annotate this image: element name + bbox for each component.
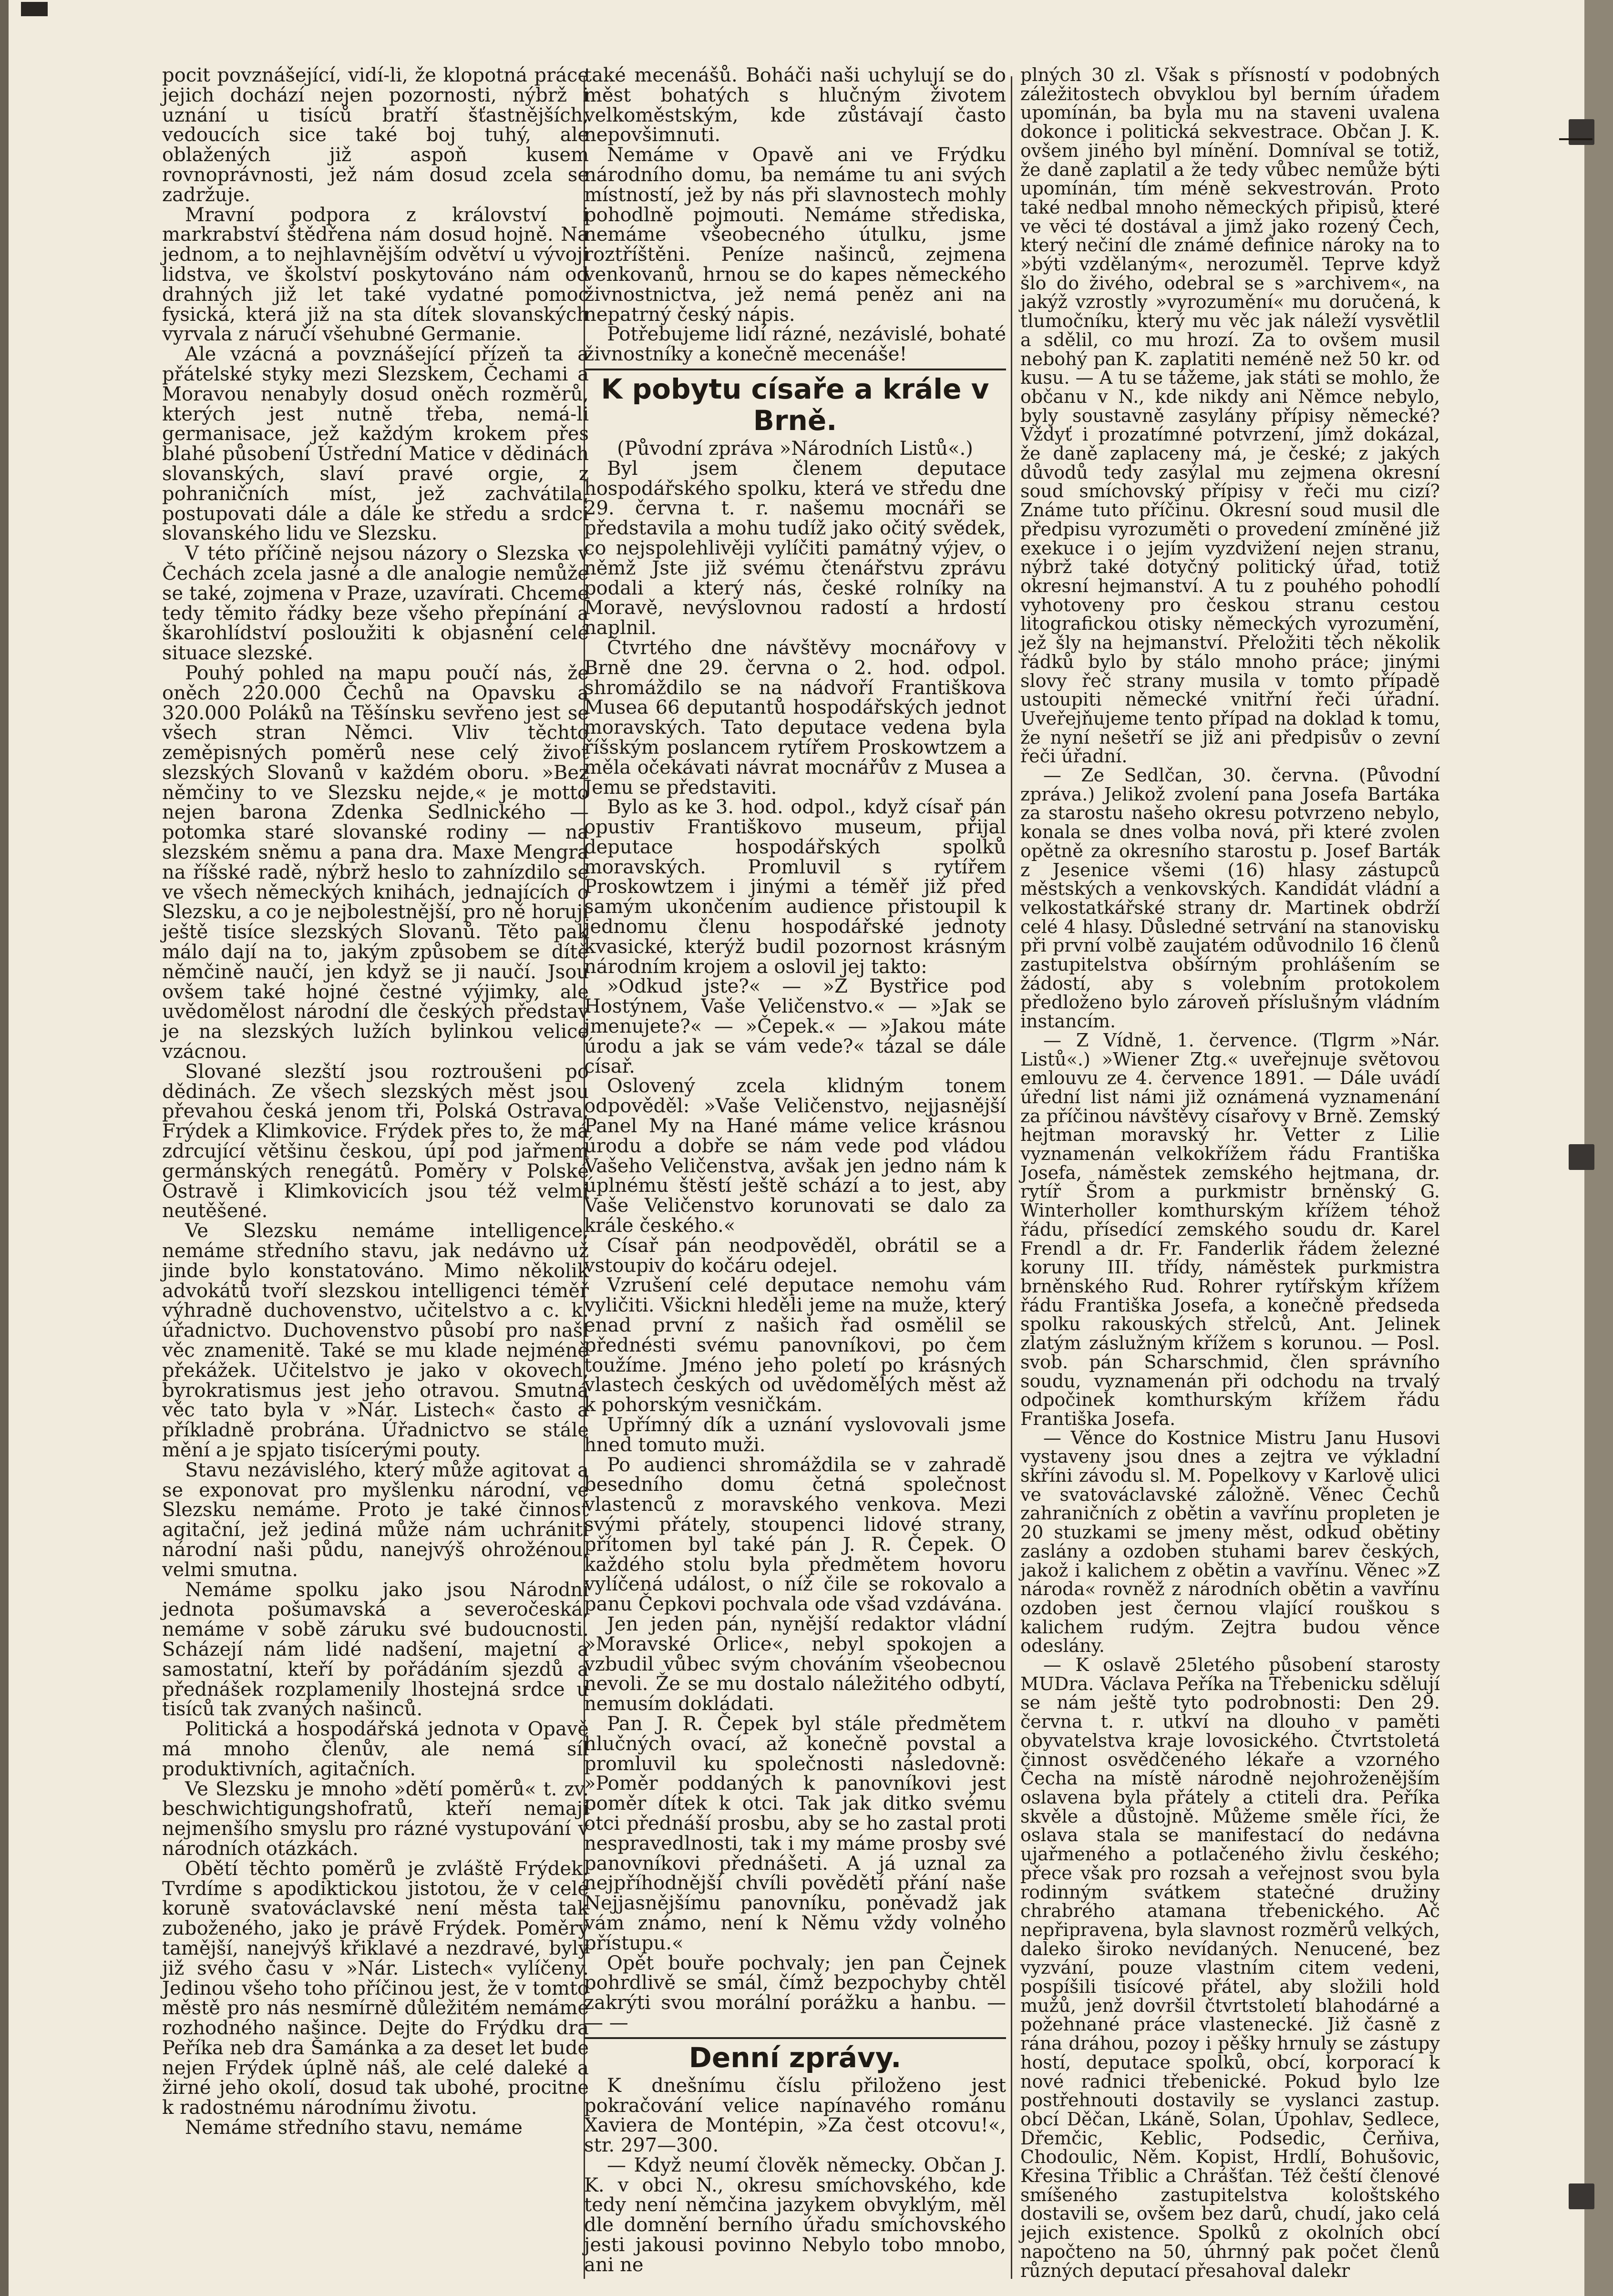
paragraph: Ale vzácná a povznášející přízeň ta a přátelské styky mezi Slezskem, Čechami a Moravou nenabyly dosud oněch rozměrů, kterých jest nutně třeba, nemá-li germanisace, jež každým krokem přes blahé působení Ústřední Matice v dědinách slovanských, slaví pravé orgie, z pohraničních míst, jež zachvátila, postupovati dále a dále ke středu a srdci slovanského lidu ve Slezsku. (162, 343, 589, 545)
paragraph: Opět bouře pochvaly; jen pan Čejnek pohrdlivě se smál, čímž bezpochyby chtěl zakrýti svou morální porážku a hanbu. — — — (584, 1952, 1006, 2034)
paragraph: Ve Slezsku nemáme intelligence, nemáme středního stavu, jak nedávno už jinde bylo konstatováno. Mimo několik advokátů tvoří slezskou intelligenci téměř výhradně duchovenstvo, učitelstvo a c. k. úřadnictvo. Duchovenstvo působí pro naši věc znamenitě. Také se mu klade nejméně překážek. Učitelstvo je jako v okovech, byrokratismus jest jeho otravou. Smutná věc tato byla v »Nár. Listech« často a příkladně probrána. Úřadnictvo se stále mění a je spjato tisícerými pouty. (162, 1220, 589, 1461)
article-source: (Původní zpráva »Národních Listů«.) (617, 437, 973, 460)
paragraph: Nemáme v Opavě ani ve Frýdku národního domu, ba nemáme tu ani svých místností, jež by nás při slavnostech mohly pohodlně pojmouti. Nemáme střediska, nemáme všeobecného útulku, jsme roztříštěni. Peníze našinců, zejmena venkovanů, hrnou se do kapes německého živnostnictva, jež nemá peněz ani na nepatrný český nápis. (584, 144, 1006, 326)
paragraph: Slované slezští jsou roztroušeni po dědinách. Ze všech slezských měst jsou převahou česká jenom tři, Polská Ostrava, Frýdek a Klimkovice. Frýdek přes to, že má zdrcující většinu českou, úpí pod jařmem germánských renegátů. Poměry v Polské Ostravě i Klimkovicích jsou též velmi neutěšené. (162, 1060, 589, 1222)
paragraph: — Z Vídně, 1. července. (Tlgrm »Nár. Listů«.) »Wiener Ztg.« uveřejnuje světovou emlouvu ze 4. července 1891. — Dále uvádí úřední list námi již oznámená vyznamenání za příčinou návštěvy císařovy v Brně. Zemský hejtman moravský hr. Vetter z Lilie vyznamenán velkokřížem řádu Františka Josefa, náměstek zemského hejtmana, dr. rytíř Šrom a purkmistr brněnský G. Winterholler komthurským křížem téhož řádu, přísedící zemského soudu dr. Karel Frendl a dr. Fr. Fanderlik řádem železné koruny III. třídy, náměstek purkmistra brněnského Rud. Rohrer rytířským křížem řádu Františka Josefa, a konečně předseda spolku rakouských střelců, Ant. Jelinek zlatým záslužným křížem s korunou. — Posl. svob. pán Scharschmid, člen správního soudu, vyznamenán při odchodu na trvalý odpočinek komthurským křížem řádu Františka Josefa. (1020, 1029, 1440, 1429)
paragraph: Potřebujeme lidí rázné, nezávislé, bohaté živnostníky a konečně mecenáše! (584, 323, 1006, 366)
paragraph: — K oslavě 25letého působení starosty MUDra. Václava Peříka na Třebenicku sdělují se nám ještě tyto podrobnosti: Den 29. června t. r. utkví na dlouho v paměti obyvatelstva kraje lovosického. Čtvrtstoletá činnost osvědčeného lékaře a vzorného Čecha na místě národně nejohroženějším oslavena byla přátely a ctiteli dra. Peříka skvěle a důstojně. Můžeme směle říci, že oslava stala se manifestací do nedávna ujařmeného a potlačeného živlu českého; přece však pro rozsah a veřejnost svou byla rodinným svátkem statečné družiny chrabrého atamana třebenického. Ač nepřipravena, byla slavnost rozměrů velkých, daleko široko nevídaných. Nenucené, bez vyzvání, pouze vlastním citem vedeni, pospíšili tisícové přátel, aby složili hold mužů, jenž dovršil čtvrtstoletí blahodárné a požehnané práce vlastenecké. Již časně z rána dráhou, pozoy i pěšky hrnuly se zástupy hostí, deputace spolků, obcí, korporací k nové radnici třebenické. Pokud bylo lze postřehnouti dostavily se vyslanci zastup. obcí Děčan, Lkáně, Solan, Úpohlav, Sedlece, Dřemčic, Keblic, Podsedic, Čerňiva, Chodoulic, Něm. Kopist, Hrdlí, Bohušovic, Křesina Třiblic a Chrášťan. Též čeští členové smíšeného zastupitelstva kološtského dostavili se, ovšem bez darů, chudí, jako celá jejich existence. Spolků z okolních obcí napočteno na 50, úhrnný pak počet členů různých deputací přesahoval dalekr (1020, 1654, 1440, 2281)
paragraph: Stavu nezávislého, který může agitovat a se exponovat pro myšlenku národní, ve Slezsku nemáme. Proto je také činnost agitační, jež jediná může nám uchrániti národní naši půdu, nanejvýš ohrožénou, velmi smutna. (162, 1459, 589, 1581)
column-1 (162, 66, 589, 2138)
margin-mark (1559, 138, 1592, 140)
paragraph: — Ze Sedlčan, 30. června. (Původní zpráva.) Jelikož zvolení pana Josefa Bartáka za starostu našeho okresu potvrzeno nebylo, konala se dnes volba nová, při které zvolen opětně za okresního starostu p. Josef Barták z Jesenice všemi (16) hlasy zástupců městských a venkovských. Kandidát vládní a velkostatkářské strany dr. Martinek obdrží celé 4 hlasy. Důsledné setrvání na stanovisku při první volbě zaujatém odůvodnilo 16 členů zastupitelstva obšírným prohlášením se žádostí, aby s volebním protokolem předloženo bylo zároveň příslušným vládním instancím. (1020, 765, 1440, 1032)
paragraph: Obětí těchto poměrů je zvláště Frýdek. Tvrdíme s apodiktickou jistotou, že v celé koruně svatováclavské není města tak zuboženého, jako je právě Frýdek. Poměry tamější, nanejvýš křiklavé a nezdravé, byly již svého času v »Nár. Listech« vylíčeny. Jedinou všeho toho příčinou jest, že v tomto městě pro nás nesmírně důležitém nemáme rozhodného našince. Dejte do Frýdku dra Peříka neb dra Šamánka a za deset let bude nejen Frýdek úplně náš, ale celé daleké a žirné jeho okolí, dosud tak ubohé, procitne k radostnému národnímu životu. (162, 1857, 589, 2119)
scan-edge-left (0, 0, 9, 2296)
scan-mark (21, 2, 48, 16)
paragraph: pocit povznášející, vidí-li, že klopotná práce jejich dochází nejen pozornosti, nýbrž i uznání u tisíců bratří šťastnějších, vedoucích sice také boj tuhý, ale oblažených již aspoň kusem rovnoprávnosti, jež nám dosud zcela se zadržuje. (162, 64, 589, 206)
section-body (584, 2076, 1006, 2276)
paragraph: Nemáme spolku jako jsou Národní jednota pošumavská a severočeská, nemáme v sobě záruku své budoucnosti. Scházejí nám lidé nadšení, majetní a samostatní, kteří by pořádáním sjezdů a přednášek rozplamenily lhostejná srdce u tisíců tak zvaných našinců. (162, 1578, 589, 1721)
paragraph: Jen jeden pán, nynější redaktor vládní »Moravské Orlice«, nebyl spokojen a vzbudil vůbec svým chováním všeobecnou nevoli. Že se mu dostalo náležitého odbytí, nemusím dokládati. (584, 1613, 1006, 1715)
paragraph: K dnešnímu číslu přiloženo jest pokračování velice napínavého románu Xaviera de Montépin, »Za čest otcovu!«, str. 297—300. (584, 2074, 1006, 2157)
paragraph: Oslovený zcela klidným tonem odpověděl: »Vaše Veličenstvo, nejjasnější Panel My na Hané máme velice krásnou úrodu a dobře se nám vede pod vládou Vašeho Veličenstva, avšak jen jedno nám k úplnému štěstí ještě schází a to jest, aby Vaše Veličenstvo korunovati se dalo za krále českého.« (584, 1075, 1006, 1237)
paragraph: Nemáme středního stavu, nemáme (185, 2117, 523, 2139)
column-rule (1011, 76, 1012, 2279)
paragraph: Pan J. R. Čepek byl stále předmětem hlučných ovací, až konečně povstal a promluvil ku společnosti následovně: »Poměr poddaných k panovníkovi jest poměr dítek k otci. Tak jak ditko svému otci přednáší prosbu, aby se ho zastal proti nespravedlnosti, tak i my máme prosby své panovníkovi přednášeti. A já uznal za nejpříhodnější chvíli povědětí přání naše Nejjasnějšímu panovníku, poněvadž jak vám známo, není k Němu vždy volného přístupu.« (584, 1712, 1006, 1954)
article-continuation (584, 66, 1006, 365)
paragraph: Byl jsem členem deputace hospodářského spolku, která ve středu dne 29. června t. r. našemu mocnáři se představila a mohu tudíž jako očitý svědek, co nejspolehlivěji vylíčiti památný výjev, o němž Jste již svému čtenářstvu zprávu podali a který nás, české rolníky na Moravě, nevýslovnou radostí a hrdostí naplnil. (584, 457, 1006, 639)
paragraph: Pouhý pohled na mapu poučí nás, že oněch 220.000 Čechů na Opavsku a 320.000 Poláků na Těšínsku sevřeno jest se všech stran Němci. Vliv těchto zeměpisných poměrů nese celý život slezských Slovanů v každém oboru. »Bez němčiny to ve Slezsku nejde,« je motto nejen barona Zdenka Sedlnického — potomka staré slovanské rodiny — na slezském sněmu a pana dra. Maxe Mengra na říšské radě, nýbrž heslo to zahnízdilo se ve všech německých knihách, jednajících o Slezsku, a co je nejbolestnější, pro ně horují ještě tisíce slezských Slovanů. Těto pak málo dají na to, jakým způsobem se dítě němčině naučí, jen když se ji naučí. Jsou ovšem také hojné čestné výjimky, ale uvědomělost národní dle českých představ je na slezských lužích bylinkou velice vzácnou. (162, 662, 589, 1063)
paragraph: — Věnce do Kostnice Mistru Janu Husovi vystaveny jsou dnes a zejtra ve výkladní skříni závodu sl. M. Popelkovy v Karlově ulici ve svatováclavské záložně. Věnec Čechů zahraničních z obětin a vavřínu propleten je 20 stuzkami se jmeny měst, odkud obětiny zaslány a ozdoben stuhami barev českých, jakož i kalichem z obětin a vavřínu. Věnec »Z národa« rovněž z národních obětin a vavřínu ozdoben jest černou vlající rouškou s kalichem rudým. Zejtra budou věnce odeslány. (1020, 1427, 1440, 1657)
paragraph: Politická a hospodářská jednota v Opavě má mnoho členův, ale nemá síl produktivních, agitačních. (162, 1718, 589, 1780)
paragraph: plných 30 zl. Však s přísností v podobných záležitostech obvyklou byl berním úřadem upomínán, ba byla mu na staveni uvalena dokonce i politická sekvestrace. Občan J. K. ovšem jiného byl mínění. Domníval se totiž, že daně zaplatil a že tedy vůbec nemůže býti upomínán, tím méně sekvestrován. Proto také nedbal mnoho německých připisů, které ve věci té dostával a jimž jako rozený Čech, který nečiní dle známé definice nároky na to »býti vzdělaným«, nerozuměl. Teprve když šlo do živého, odebral se s »archivem«, na jakýž vzrostly »vyrozumění« mu doručená, k tlumočníku, který mu věc jak náleží vysvětlil a sdělil, co mu hrozí. Za to ovšem musil nebohý pan K. zaplatiti neméně než 50 kr. od kusu. — A tu se tážeme, jak státi se mohlo, že občanu v N., kde nikdy ani Němce nebylo, byly soustavně zasylány přípisy německé? Vždyť i prozatímné potvrzení, jímž dokázal, že daně zaplaceny má, je české; z jakých důvodů tedy zasýlal mu zejmena okresní soud smíchovský přípisy v řeči mu cizí? Známe tuto příčinu. Okresní soud musil dle předpisu vyrozuměti o provedení zmíněné již exekuce i o jejím vyzdvižení nejen stranu, nýbrž také dotyčný politický úřad, totiž okresní hejmanství. A tu z pouhého pohodlí vyhotoveny pro českou stranu cestou litografickou otisky německých vyrozumění, jež šly na hejmanství. Přeložiti těch několik řádků bylo by stálo mnoho práce; jinými slovy řeč strany musila v tomto případě ustoupiti německé vnitřní řeči úřadní. Uveřejňujeme tento případ na doklad k tomu, že nyní nešetří se již ani předpisův o zevní řeči úřadní. (1020, 64, 1440, 767)
paragraph: Císař pán neodpověděl, obrátil se a vstoupiv do kočáru odejel. (584, 1234, 1006, 1277)
paragraph: Vzrušení celé deputace nemohu vám vyličiti. Všickni hleděli jeme na muže, který enad první z našich řad osmělil se přednésti svému panovníkovi, po čem toužíme. Jméno jeho poletí po krásných vlastech českých od uvědomělých měst až k pohorským vesničkám. (584, 1274, 1006, 1416)
column-2 (584, 66, 1006, 2276)
paragraph: Mravní podpora z království i markrabství štědřena nám dosud hojně. Na jednom, a to nejhlavnějším odvětví u vývoji lidstva, ve školství poskytováno nám od drahných již let také vydatné pomoc fysická, která již na sta dítek slovanských vyrvala z náručí všehubné Germanie. (162, 204, 589, 346)
binding-hole (1569, 2183, 1594, 2209)
article-headline: K pobytu císaře a krále v Brně. (584, 369, 1006, 436)
paragraph: také mecenášů. Boháči naši uchylují se do měst bohatých s hlučným životem velkoměstským, kde zůstávají často nepovšimnuti. (584, 64, 1006, 146)
article-body (584, 459, 1006, 2033)
column-3 (1020, 66, 1440, 2280)
paragraph: Po audienci shromáždila se v zahradě besedního domu četná společnost vlastenců z moravského venkova. Mezi svými přátely, stoupenci lidové strany, přítomen byl také pán J. R. Čepek. O každého stolu byla předmětem hovoru vylíčená událost, o níž čile se rokovalo a panu Čepkovi pochvala ode všad vzdávána. (584, 1454, 1006, 1616)
paragraph: Bylo as ke 3. hod. odpol., když císař pán opustiv Františkovo museum, přijal deputace hospodářských spolků moravských. Promluvil s rytířem Proskowtzem i jinými a téměř již před samým ukončením audience přistoupil k jednomu členu hospodářské jednoty kvasické, kterýž budil pozornost krásným národním krojem a oslovil jej takto: (584, 796, 1006, 978)
binding-hole (1569, 1144, 1594, 1170)
section-headline: Denní zprávy. (584, 2037, 1006, 2073)
paragraph: — Když neumí člověk německy. Občan J. K. v obci N., okresu smíchovského, kde tedy není němčina jazykem obvyklým, měl dle domnění berního úřadu smíchovského jesti jakousi povinno Nebylo tobo mnobo, ani ne (584, 2154, 1006, 2276)
binding-hole (1569, 119, 1594, 145)
paragraph: »Odkud jste?« — »Z Bystřice pod Hostýnem, Vaše Veličenstvo.« — »Jak se jmenujete?« — »Čepek.« — »Jakou máte úrodu a jak se vám vede?« tázal se dále císař. (584, 975, 1006, 1077)
paragraph: Ve Slezsku je mnoho »dětí poměrů« t. zv. beschwichtigungshofratů, kteří nemají nejmenšího smyslu pro rázné vystupování v národních otázkách. (162, 1778, 589, 1860)
paragraph: Upřímný dík a uznání vyslovovali jsme hned tomuto muži. (584, 1414, 1006, 1456)
paragraph: V této příčině nejsou názory o Slezska v Čechách zcela jasné a dle analogie nemůže se také, zojmena v Praze, uzavírati. Chceme tedy těmito řádky beze všeho přepínání a škarohlídství posloužiti k objasnění celé situace slezské. (162, 543, 589, 665)
paragraph: Čtvrtého dne návštěvy mocnářovy v Brně dne 29. června o 2. hod. odpol. shromáždilo se na nádvoří Františkova Musea 66 deputantů hospodářských jednot moravských. Tato deputace vedena byla říšským poslancem rytířem Proskowtzem a měla očekávati návrat mocnářův z Musea a Jemu se představiti. (584, 636, 1006, 799)
